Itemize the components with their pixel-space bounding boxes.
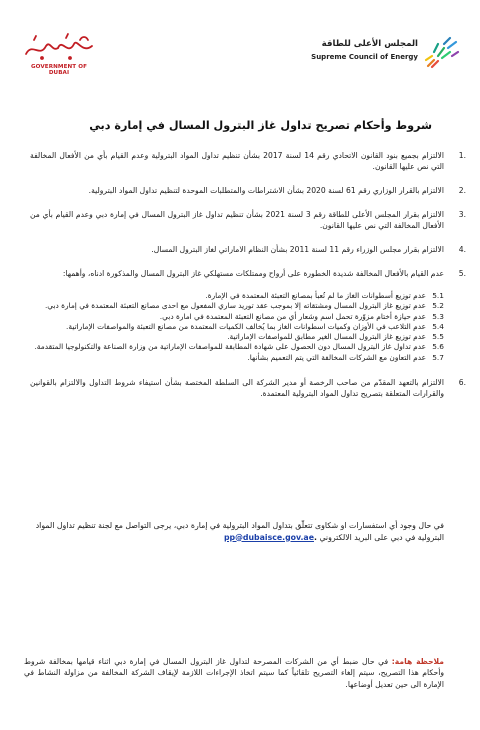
note-text: في حال ضبط أي من الشركات المصرحة لتداول غاز البترول المسال في إمارة دبي اثناء قيامها بمخالفة شروط وأحكام هذا التصريح، سيتم إلغاء التصريح تلقائياً كما سيتم اتخاذ الإجراءات اللازمة لإيقاف الشركة المخالفة من مزاولة النشاط في الإمارة الى حين تعديل أوضاعها. (24, 657, 444, 689)
clause-number: 4. (458, 245, 466, 254)
subitem-5-1 (30, 291, 444, 301)
supreme-council-energy-logo (290, 34, 460, 74)
clause-number: 3. (458, 210, 466, 219)
subitem-number: 5.2 (432, 301, 444, 311)
clause-text: الالتزام بقرار مجلس الوزراء رقم 11 لسنة 2011 بشأن النظام الاماراتي لغاز البترول المسال. (151, 245, 444, 254)
clause-number: 1. (458, 151, 466, 160)
note-label: ملاحظة هامة: (391, 657, 445, 666)
subitem-text: عدم توزيع أسطوانات الغاز ما لم تُعبأ بمصانع التعبئة المعتمدة في الإمارة. (205, 291, 426, 300)
clause-5-subitems (30, 291, 444, 363)
clause-number: 5. (458, 269, 466, 278)
subitem-text: عدم تداول غاز البترول المسال دون الحصول على شهادة المطابقة للمواصفات الإماراتية من وزارة الصناعة والتكنولوجيا المتقدمة. (34, 342, 426, 352)
subitem-number: 5.1 (432, 291, 444, 300)
contact-email-link[interactable]: pp@dubaiscе.gov.ae (223, 532, 314, 542)
clause-text: الالتزام بالتعهد المقدّم من صاحب الرخصة أو مدير الشركة الى السلطة المختصة بشأن استيفاء شروط التداول والالتزام بالقوانين والقرارات المتعلقة بتصريح تداول المواد البترولية المعتمدة. (30, 378, 444, 399)
contact-email-tail: . (313, 532, 317, 542)
subitem-number: 5.7 (432, 352, 444, 362)
clause-3 (30, 209, 466, 231)
clause-text: الالتزام بقرار المجلس الأعلى للطاقة رقم 3 لسنة 2021 بشأن تنظيم تداول غاز البترول المسال في إمارة دبي وعدم القيام بأي من الأفعال المخالفة التي نص عليها القانون. (30, 210, 444, 230)
subitem-text: عدم توزيع غاز البترول المسال الغير مطابق للمواصفات الإماراتية. (227, 332, 426, 342)
subitem-5-7 (30, 353, 444, 363)
dubai-calligraphy-icon (22, 32, 96, 62)
clause-number: 6. (458, 378, 466, 388)
clause-6 (30, 377, 466, 399)
sun-rays-icon (424, 34, 460, 70)
subitem-text: عدم التعاون مع الشركات المخالفة التي يتم التعميم بشأنها. (247, 352, 426, 362)
clause-text: الالتزام بالقرار الوزاري رقم 61 لسنة 2020 بشأن الاشتراطات والمتطلبات الموحدة لتنظيم تداول المواد البترولية. (88, 186, 444, 195)
subitem-5-2 (30, 301, 444, 311)
document-title: شروط وأحكام تصريح تداول غاز البترول المسال في إمارة دبي (89, 119, 432, 132)
clause-2 (30, 185, 466, 196)
sce-english-label: Supreme Council of Energy (311, 53, 418, 61)
contact-paragraph (30, 520, 444, 543)
subitem-text: عدم التلاعب في الأوزان وكميات اسطوانات الغاز بما يُخالف الكميات المعتمدة من مصانع التعبئة والمواصفات الإماراتية. (66, 321, 426, 331)
subitem-text: عدم حيازة أختام مزوّرة تحمل اسم وشعار أي من مصانع التعبئة المعتمدة في امارة دبي. (159, 311, 426, 321)
dubai-english-label: GOVERNMENT OF DUBAI (30, 64, 88, 76)
clause-text: الالتزام بجميع بنود القانون الاتحادي رقم 14 لسنة 2017 بشأن تنظيم تداول المواد البترولية وعدم القيام بأي من الأفعال المخالفة التي نص عليها القانون. (30, 151, 444, 171)
clause-text: عدم القيام بالأفعال المخالفة شديدة الخطورة على أرواح وممتلكات مستهلكي غاز البترول المسال والمذكورة ادناه، وأهمها: (62, 269, 444, 278)
clause-5 (30, 268, 466, 279)
clause-1 (30, 150, 466, 172)
sce-arabic-label: المجلس الأعلى للطاقة (321, 39, 418, 49)
government-of-dubai-logo (22, 32, 96, 76)
subitem-5-5 (30, 332, 444, 342)
clause-4 (30, 244, 466, 255)
terms-list (30, 150, 466, 399)
clause-number: 2. (458, 186, 466, 195)
subitem-5-3 (30, 312, 444, 322)
important-note (24, 656, 444, 690)
subitem-5-4 (30, 322, 444, 332)
subitem-number: 5.6 (432, 342, 444, 352)
contact-text: في حال وجود أي استفسارات او شكاوى تتعلّق بتداول المواد البترولية في إمارة دبي، يرجى التواصل مع لجنة تنظيم تداول المواد البترولية في دبي على البريد الالكتروني (35, 521, 444, 542)
subitem-5-6 (30, 342, 444, 352)
subitem-text: عدم توزيع غاز البترول المسال ومشتقاته إلا بموجب عقد توريد ساري المفعول مع احدى مصانع التعبئة المعتمدة في إمارة دبي. (44, 301, 426, 311)
subitem-number: 5.5 (432, 332, 444, 342)
subitem-number: 5.4 (432, 321, 444, 331)
subitem-number: 5.3 (432, 311, 444, 321)
